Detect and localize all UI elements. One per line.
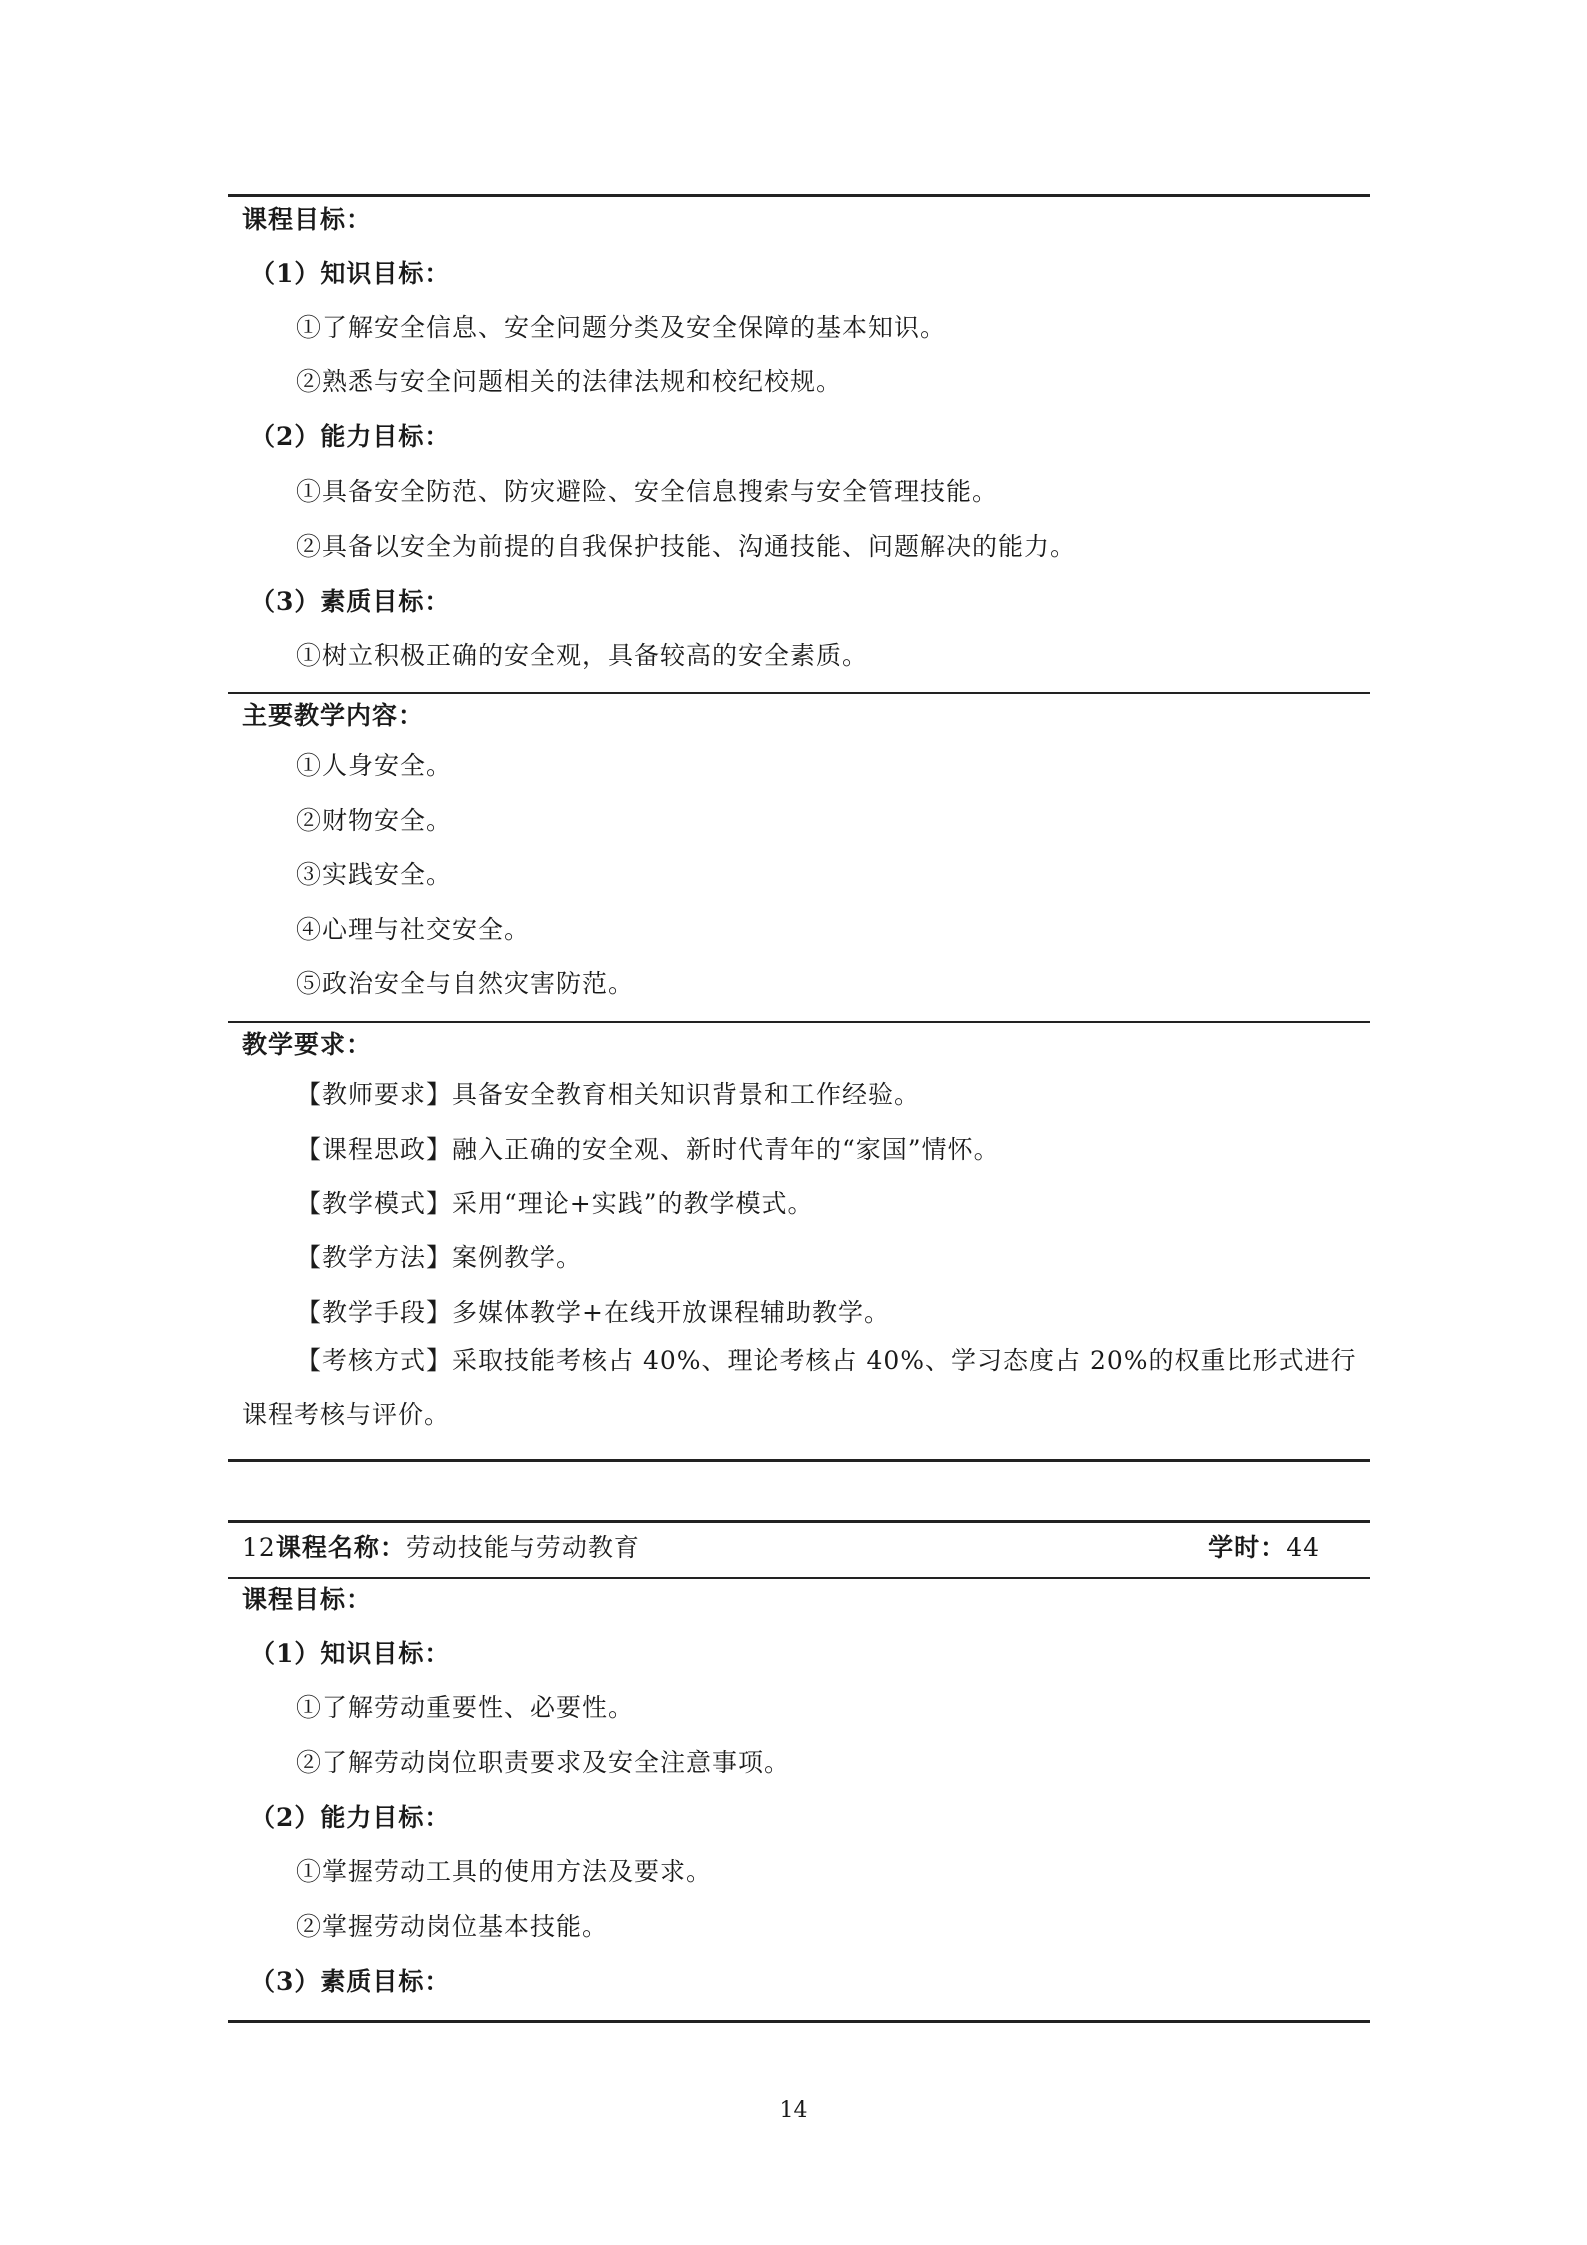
list-item: ③实践安全。 <box>296 860 453 889</box>
course-table-labor <box>228 1520 1370 2030</box>
course-name-row <box>242 1532 1356 1564</box>
list-item: ⑤政治安全与自然灾害防范。 <box>296 969 635 998</box>
table-top-rule <box>228 194 1370 197</box>
section-divider <box>228 1021 1370 1023</box>
list-item: ②了解劳动岗位职责要求及安全注意事项。 <box>296 1748 791 1777</box>
table-top-rule <box>228 1520 1370 1523</box>
section-divider <box>228 692 1370 694</box>
content-heading: 主要教学内容： <box>242 701 425 730</box>
requirement-item: 【教学方法】案例教学。 <box>296 1243 583 1272</box>
ability-heading: （2）能力目标： <box>250 422 451 451</box>
hours-label: 学时： <box>1208 1533 1287 1562</box>
goals-heading: 课程目标： <box>242 205 373 234</box>
goals-heading: 课程目标： <box>242 1585 373 1614</box>
table-bottom-rule <box>228 2020 1370 2023</box>
requirement-item: 【教学模式】采用“理论+实践”的教学模式。 <box>296 1189 814 1218</box>
list-item: ①树立积极正确的安全观，具备较高的安全素质。 <box>296 641 869 670</box>
knowledge-heading: （1）知识目标： <box>250 1639 451 1668</box>
ability-heading: （2）能力目标： <box>250 1803 451 1832</box>
quality-heading: （3）素质目标： <box>250 1967 451 1996</box>
course-number: 12 <box>242 1533 276 1562</box>
list-item: ②掌握劳动岗位基本技能。 <box>296 1912 609 1941</box>
list-item: ①了解劳动重要性、必要性。 <box>296 1693 635 1722</box>
list-item: ①了解安全信息、安全问题分类及安全保障的基本知识。 <box>296 313 947 342</box>
course-hours <box>1208 1532 1320 1564</box>
requirements-heading: 教学要求： <box>242 1030 373 1059</box>
requirement-item: 【课程思政】融入正确的安全观、新时代青年的“家国”情怀。 <box>296 1135 1000 1164</box>
requirement-item: 【教师要求】具备安全教育相关知识背景和工作经验。 <box>296 1080 921 1109</box>
assessment-paragraph: 【考核方式】采取技能考核占 40%、理论考核占 40%、学习态度占 20%的权重比形式进行课程考核与评价。 <box>242 1346 1357 1429</box>
list-item: ①具备安全防范、防灾避险、安全信息搜索与安全管理技能。 <box>296 477 999 506</box>
course-table-safety <box>228 194 1370 1464</box>
section-divider <box>228 1577 1370 1579</box>
list-item: ④心理与社交安全。 <box>296 915 531 944</box>
course-name: 劳动技能与劳动教育 <box>405 1533 640 1562</box>
quality-heading: （3）素质目标： <box>250 587 451 616</box>
page-number: 14 <box>779 2098 808 2123</box>
list-item: ①掌握劳动工具的使用方法及要求。 <box>296 1857 713 1886</box>
table-bottom-rule <box>228 1459 1370 1462</box>
knowledge-heading: （1）知识目标： <box>250 259 451 288</box>
list-item: ①人身安全。 <box>296 751 453 780</box>
course-name-label: 课程名称： <box>275 1533 406 1562</box>
list-item: ②熟悉与安全问题相关的法律法规和校纪校规。 <box>296 367 843 396</box>
requirement-item: 【教学手段】多媒体教学+在线开放课程辅助教学。 <box>296 1298 890 1327</box>
list-item: ②财物安全。 <box>296 806 453 835</box>
hours-value: 44 <box>1286 1533 1320 1562</box>
list-item: ②具备以安全为前提的自我保护技能、沟通技能、问题解决的能力。 <box>296 532 1077 561</box>
